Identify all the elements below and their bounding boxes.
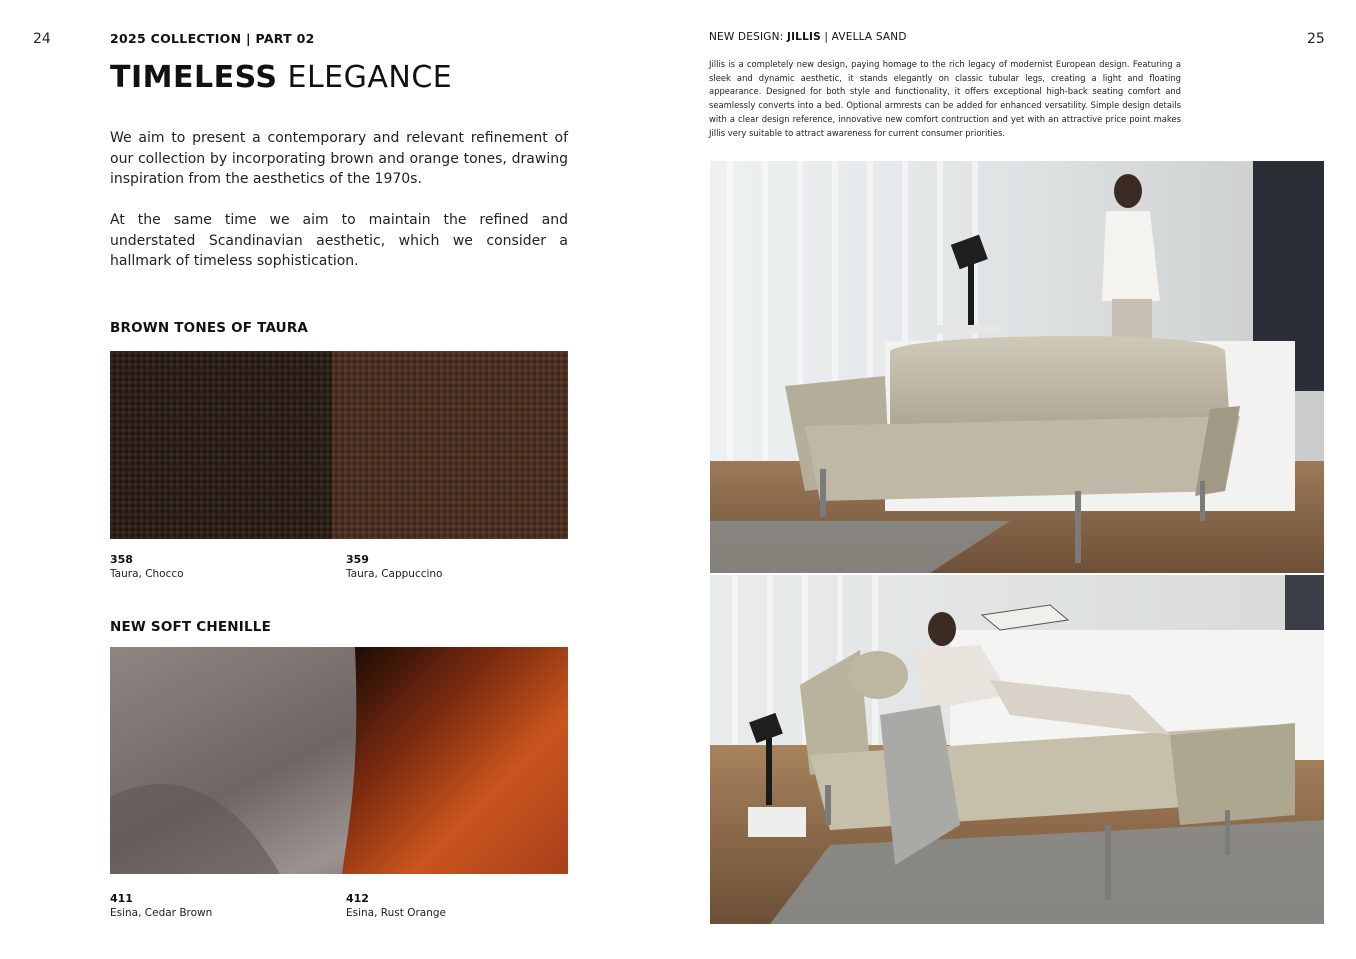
header-product: JILLIS: [786, 31, 821, 43]
sofa-bed-illustration: [710, 575, 1324, 924]
swatch-name: Taura, Chocco: [110, 568, 184, 580]
sofa-upright-illustration: [710, 161, 1324, 573]
swatch-rust-orange: [342, 647, 568, 874]
product-description: Jillis is a completely new design, paying homage to the rich legacy of modernist European design. Featuring a sleek and dynamic aesthetic, it stands elegantly on classic tubular legs, creating a light and floating appearance. Designed for both style and functionality, it offers exceptional high-back seating comfort and seamlessly converts into a bed. Optional armrests can be added for enhanced versatility. Simple design details with a clear design reference, innovative new comfort contruction and yet with an attractive price point makes Jillis very suitable to attract awareness for current consumer priorities.: [709, 59, 1181, 138]
swatch-code: 412: [346, 892, 369, 905]
swatch-code: 411: [110, 892, 133, 905]
swatch-chocco: [110, 351, 332, 539]
right-page-number: 25: [1307, 31, 1325, 47]
sofa-photo-bed: [710, 575, 1324, 924]
title-bold: TIMELESS: [110, 60, 278, 95]
right-page-header: [709, 31, 907, 43]
swatch-code: 358: [110, 553, 133, 566]
taura-swatch-image: [110, 351, 568, 539]
swatch-label-359: [346, 553, 442, 580]
section-heading-chenille: NEW SOFT CHENILLE: [110, 619, 272, 635]
chenille-swatch-image: [110, 647, 568, 874]
sofa-photo-upright: [710, 161, 1324, 573]
intro-paragraph-1: We aim to present a contemporary and relevant refinement of our collection by incorporating brown and orange tones, drawing inspiration from the aesthetics of the 1970s.: [110, 130, 568, 187]
left-page-number: 24: [33, 31, 51, 47]
swatch-label-358: [110, 553, 184, 580]
taura-swatch-panel: [110, 351, 568, 539]
swatch-cappuccino: [332, 351, 568, 539]
page-title: [110, 60, 452, 95]
swatch-code: 359: [346, 553, 369, 566]
swatch-name: Taura, Cappuccino: [346, 568, 443, 580]
section-heading-taura: BROWN TONES OF TAURA: [110, 320, 309, 336]
header-prefix: NEW DESIGN:: [709, 31, 784, 43]
title-light: ELEGANCE: [287, 60, 453, 95]
swatch-name: Esina, Cedar Brown: [110, 907, 213, 919]
header-suffix: | AVELLA SAND: [824, 31, 907, 43]
chenille-swatch-panel: [110, 647, 568, 874]
swatch-name: Esina, Rust Orange: [346, 907, 446, 919]
intro-paragraph-2: At the same time we aim to maintain the refined and understated Scandinavian aesthetic, which we consider a hallmark of timeless sophistication.: [110, 212, 568, 269]
swatch-label-412: [346, 892, 446, 919]
left-page-header: 2025 COLLECTION | PART 02: [110, 31, 315, 46]
swatch-label-411: [110, 892, 212, 919]
